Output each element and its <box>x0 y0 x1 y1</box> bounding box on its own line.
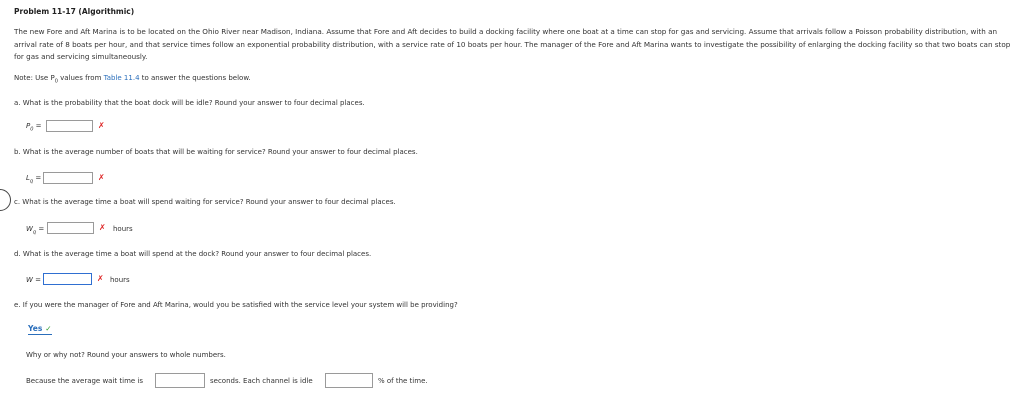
wq-sub: q <box>32 229 37 236</box>
wq-var: W <box>26 225 33 233</box>
table-link[interactable]: Table 11.4 <box>103 74 140 82</box>
note-line <box>14 74 251 84</box>
correct-check-icon: ✓ <box>45 324 52 333</box>
lq-eq: = <box>33 174 42 182</box>
idle-percent-input[interactable] <box>325 373 373 388</box>
why-prompt: Why or why not? Round your answers to whole numbers. <box>26 351 226 359</box>
lq-input[interactable] <box>43 172 93 184</box>
why-part2: seconds. Each channel is idle <box>210 377 313 385</box>
wq-incorrect-icon: ✗ <box>99 223 106 232</box>
answer-dropdown[interactable] <box>28 324 52 335</box>
w-eq: = <box>32 276 42 284</box>
p0-var: P <box>26 122 31 130</box>
question-b: b. What is the average number of boats that will be waiting for service? Round your answer to four decimal places. <box>14 148 418 156</box>
answer-value: Yes <box>28 324 43 333</box>
w-var: W <box>26 276 33 284</box>
wq-unit: hours <box>113 225 133 233</box>
w-label <box>26 276 41 284</box>
lq-label <box>26 174 41 184</box>
note-suffix: to answer the questions below. <box>139 74 251 82</box>
p0-label <box>26 122 42 132</box>
p0-incorrect-icon: ✗ <box>98 121 105 130</box>
question-a: a. What is the probability that the boat dock will be idle? Round your answer to four decimal places. <box>14 99 365 107</box>
w-incorrect-icon: ✗ <box>97 274 104 283</box>
wq-eq: = <box>36 225 45 233</box>
w-unit: hours <box>110 276 130 284</box>
note-middle: values from <box>57 74 104 82</box>
wait-seconds-input[interactable] <box>155 373 205 388</box>
lq-incorrect-icon: ✗ <box>98 173 105 182</box>
wq-input[interactable] <box>47 222 94 234</box>
p0-eq: = <box>33 122 42 130</box>
question-d: d. What is the average time a boat will spend at the dock? Round your answer to four decimal places. <box>14 250 372 258</box>
p0-sub: 0 <box>30 126 34 133</box>
note-prefix: Note: Use P <box>14 74 55 82</box>
problem-intro: The new Fore and Aft Marina is to be located on the Ohio River near Madison, Indiana. Assume that Fore and Aft decides to build a docking facility where one boat at a time can stop for gas and servicing. Assume that arrivals follow a Poisson probability distribution, with an arrival rate of 8 boats per hour, and that service times follow an exponential probability distribution, with a service rate of 10 boats per hour. The manager of the Fore and Aft Marina wants to investigate the possibility of enlarging the docking facility so that two boats can stop for gas and servicing simultaneously. <box>14 27 1011 61</box>
wq-label <box>26 225 44 235</box>
w-input[interactable] <box>43 273 92 285</box>
problem-title: Problem 11-17 (Algorithmic) <box>14 7 135 16</box>
lq-var: L <box>26 174 30 182</box>
p0-input[interactable] <box>46 120 93 132</box>
lq-sub: q <box>29 178 34 185</box>
selection-marker <box>0 189 11 211</box>
note-sub: 0 <box>54 78 58 85</box>
why-part1: Because the average wait time is <box>26 377 144 385</box>
question-e: e. If you were the manager of Fore and Aft Marina, would you be satisfied with the service level your system will be providing? <box>14 301 458 309</box>
question-c: c. What is the average time a boat will spend waiting for service? Round your answer to four decimal places. <box>14 198 396 206</box>
why-part3: % of the time. <box>378 377 428 385</box>
